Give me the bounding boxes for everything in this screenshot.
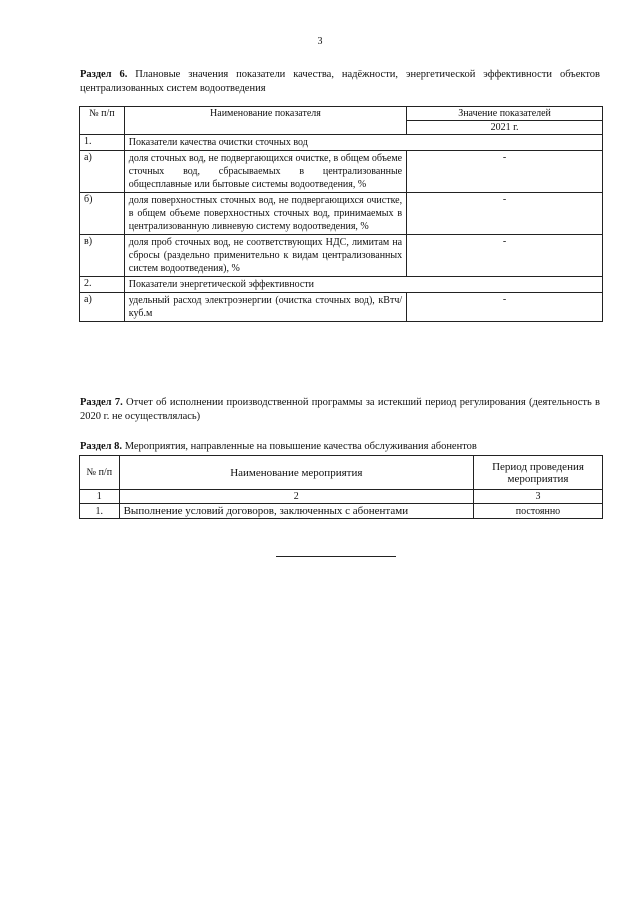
- row-value: -: [407, 293, 603, 322]
- row-name: доля поверхностных сточных вод, не подвергающихся очистке, в общем объеме поверхностных сточных вод, принимаемых в централизованную ливневую систему водоотведения, %: [124, 193, 406, 235]
- row-num: в): [80, 235, 125, 277]
- index-cell: 3: [474, 490, 603, 504]
- row-name: доля сточных вод, не подвергающихся очистке, в общем объеме сточных вод, сбрасываемых в централизованные общесплавные или бытовые системы водоотведения, %: [124, 151, 406, 193]
- table-row: [80, 504, 603, 519]
- section-7-label: Раздел 7.: [80, 397, 123, 408]
- column-header-num: № п/п: [80, 456, 120, 490]
- row-num: а): [80, 293, 125, 322]
- table-header-row: [80, 456, 603, 490]
- column-header-name: Наименование показателя: [124, 107, 406, 135]
- table-index-row: [80, 490, 603, 504]
- row-num: б): [80, 193, 125, 235]
- row-period: постоянно: [474, 504, 603, 519]
- index-cell: 2: [119, 490, 473, 504]
- row-name: доля проб сточных вод, не соответствующих НДС, лимитам на сбросы (раздельно применительно к видам централизованных систем водоотведения), %: [124, 235, 406, 277]
- row-num: 1.: [80, 135, 125, 151]
- table-row: [80, 277, 603, 293]
- table-row: [80, 151, 603, 193]
- signature-line: [276, 556, 396, 557]
- section-8-heading: [80, 440, 600, 454]
- column-header-value: Значение показателей: [407, 107, 603, 121]
- section-6-label: Раздел 6.: [80, 69, 128, 80]
- column-header-period: Период проведения мероприятия: [474, 456, 603, 490]
- service-measures-table: [79, 455, 603, 519]
- row-name: Показатели качества очистки сточных вод: [124, 135, 602, 151]
- page-number: 3: [317, 36, 323, 47]
- section-6-title: Плановые значения показатели качества, надёжности, энергетической эффективности объектов централизованных систем водоотведения: [80, 69, 601, 94]
- row-value: -: [407, 151, 603, 193]
- section-8-title: Мероприятия, направленные на повышение качества обслуживания абонентов: [124, 441, 477, 452]
- section-7-heading: [80, 396, 600, 424]
- row-num: 2.: [80, 277, 125, 293]
- table-row: [80, 135, 603, 151]
- table-row: [80, 193, 603, 235]
- row-num: 1.: [80, 504, 120, 519]
- section-7-text: Отчет об исполнении производственной программы за истекший период регулирования (деятельность в 2020 г. не осуществлялась): [80, 397, 600, 422]
- table-row: [80, 235, 603, 277]
- table-header-row: [80, 107, 603, 121]
- section-6-heading: [80, 68, 600, 96]
- column-header-name: Наименование мероприятия: [119, 456, 473, 490]
- row-name: Показатели энергетической эффективности: [124, 277, 602, 293]
- row-value: -: [407, 235, 603, 277]
- row-name: удельный расход электроэнергии (очистка сточных вод), кВтч/куб.м: [124, 293, 406, 322]
- row-value: -: [407, 193, 603, 235]
- row-name: Выполнение условий договоров, заключенных с абонентами: [119, 504, 473, 519]
- table-row: [80, 293, 603, 322]
- column-header-year: 2021 г.: [407, 121, 603, 135]
- row-num: а): [80, 151, 125, 193]
- quality-indicators-table: [79, 106, 603, 322]
- section-8-label: Раздел 8.: [80, 441, 123, 452]
- index-cell: 1: [80, 490, 120, 504]
- column-header-num: № п/п: [80, 107, 125, 135]
